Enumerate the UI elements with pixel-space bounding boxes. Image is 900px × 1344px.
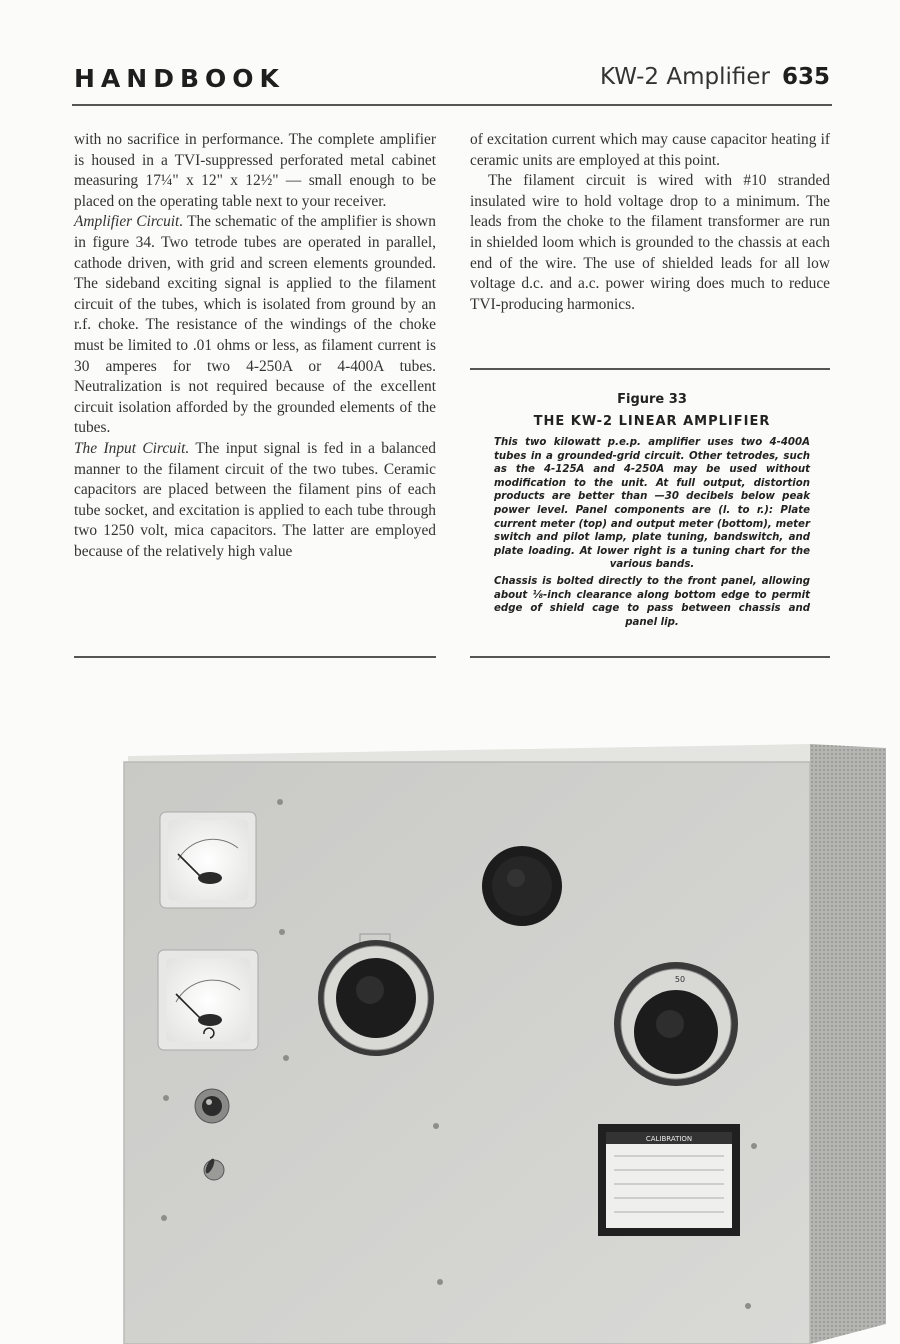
paragraph-amplifier-circuit bbox=[74, 212, 436, 439]
plate-current-meter bbox=[160, 812, 256, 908]
run-in-heading: Amplifier Circuit. bbox=[74, 213, 184, 231]
calibration-chart bbox=[598, 1124, 740, 1236]
left-column bbox=[74, 130, 436, 562]
plate-loading-knob bbox=[614, 962, 738, 1086]
figure-caption bbox=[494, 392, 810, 629]
run-in-heading: The Input Circuit. bbox=[74, 439, 190, 457]
amplifier-photo bbox=[118, 736, 890, 1344]
paragraph-text: The schematic of the amplifier is shown in figure 34. Two tetrode tubes are operated in parallel, cathode driven, with grid and screen elements grounded. The sideband exciting signal is applied to the filament circuit of the tubes, which is isolated from ground by an r.f. choke. The resistance of the windings of the choke must be limited to .01 ohms or less, as filament current is 30 amperes for two 4-250A or 4-400A tubes. Neutralization is not required because of the excellent circuit isolation afforded by the grounded elements of the tubes. bbox=[74, 213, 436, 437]
caption-text: This two kilowatt p.e.p. amplifier uses two 4-400A tubes in a grounded-grid circuit. Other tetrodes, such as the 4-125A and 4-250A may be used without modification to the unit. At full output, distortion products are better than —30 decibels below peak power level. Panel components are (l. to r.): Plate current meter (top) and output meter (bottom), meter switch and pilot lamp, plate tuning, bandswitch, and plate loading. At lower right is a tuning chart for the various bands. bbox=[494, 437, 810, 571]
paragraph: with no sacrifice in performance. The complete amplifier is housed in a TVI-suppressed perforated metal cabinet measuring 17¼" x 12" x 12½" — small enough to be placed on the operating table next to your receiver. bbox=[74, 131, 436, 210]
right-column bbox=[470, 130, 830, 315]
header-rule bbox=[72, 104, 832, 106]
chapter-title: KW-2 Amplifier bbox=[600, 64, 770, 90]
page-number: 635 bbox=[781, 64, 830, 90]
bandswitch-knob bbox=[482, 846, 562, 926]
cabinet-side-perforated bbox=[810, 744, 886, 1344]
figure-label: Figure 33 bbox=[617, 392, 687, 407]
running-head-title: HANDBOOK bbox=[74, 64, 285, 93]
column-end-rule bbox=[74, 656, 436, 658]
caption-top-rule bbox=[470, 368, 830, 370]
running-head-right bbox=[600, 64, 830, 90]
paragraph-input-circuit bbox=[74, 439, 436, 563]
pilot-lamp bbox=[195, 1089, 229, 1123]
caption-text: Chassis is bolted directly to the front panel, allowing about ⅛-inch clearance along bottom edge to permit edge of shield cage to pass between chassis and panel lip. bbox=[494, 575, 810, 628]
dial-scale-mark: 50 bbox=[674, 975, 686, 984]
paragraph-text: The input signal is fed in a balanced manner to the filament circuit of the two tubes. Ceramic capacitors are placed between the filament pins of each tube socket, and excitation is applied to each tube through two 1250 volt, mica capacitors. The latter are employed because of the relatively high value bbox=[74, 439, 436, 560]
figure-title: THE KW-2 LINEAR AMPLIFIER bbox=[533, 414, 771, 429]
caption-bottom-rule bbox=[470, 656, 830, 658]
paragraph: The filament circuit is wired with #10 stranded insulated wire to hold voltage drop to a minimum. The leads from the choke to the filament transformer are run in shielded loom which is grounded to the chassis at each end of the wire. The use of shielded leads for all low voltage d.c. and a.c. power wiring does much to reduce TVI-producing harmonics. bbox=[470, 172, 830, 313]
paragraph: of excitation current which may cause capacitor heating if ceramic units are employed at this point. bbox=[470, 131, 830, 169]
calibration-label: CALIBRATION bbox=[645, 1135, 693, 1143]
output-meter bbox=[158, 950, 258, 1050]
